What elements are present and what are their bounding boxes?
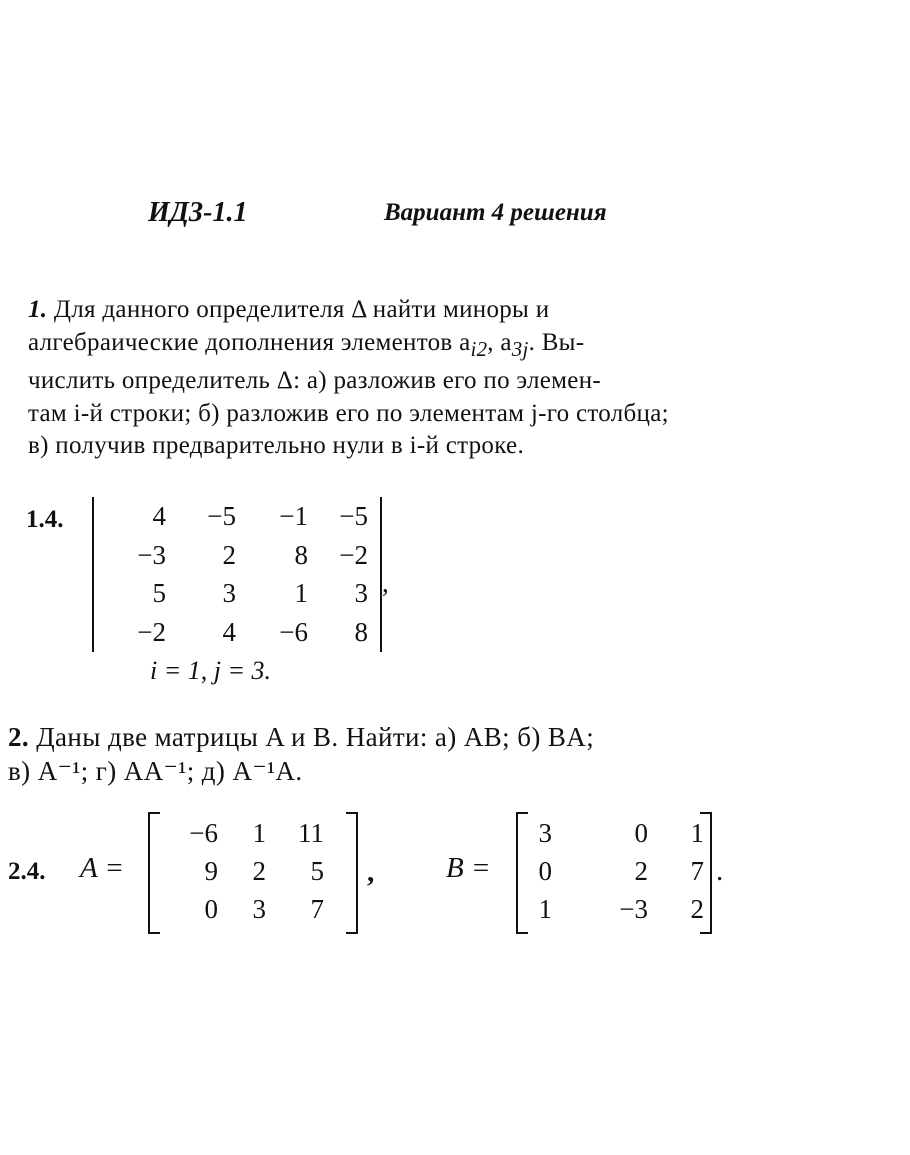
task1-number: 1. bbox=[28, 296, 48, 323]
task1-line-2: алгебраические дополнения элементов $a_{i2}$, $a_{3j}$. Вы- bbox=[28, 328, 585, 361]
task1-line-5: в) получив предварительно нули в i-й строке. bbox=[28, 432, 524, 459]
matrix-b-equals: B = bbox=[446, 852, 491, 884]
matrix-b-right-bracket bbox=[700, 812, 712, 934]
matrix-a-comma: , bbox=[367, 856, 375, 888]
determinant-cell: 3 bbox=[222, 578, 236, 608]
matrix-a-cell: 3 bbox=[252, 894, 266, 924]
matrix-a-cell: −6 bbox=[189, 818, 218, 848]
index-condition: i = 1, j = 3. bbox=[150, 656, 272, 685]
subscript-i2: i2 bbox=[470, 336, 488, 361]
determinant-cell: 4 bbox=[222, 616, 236, 647]
task1-line-3: числить определитель Δ: а) разложив его по элемен- bbox=[28, 367, 601, 394]
determinant-grid bbox=[108, 497, 368, 651]
task2-4-label: 2.4. bbox=[8, 858, 46, 885]
task1-4-label: 1.4. bbox=[26, 506, 64, 533]
matrix-b-cell: 2 bbox=[634, 856, 648, 886]
matrix-b-period: . bbox=[716, 855, 724, 887]
matrix-a-cell: 0 bbox=[204, 894, 218, 924]
determinant-cell: −3 bbox=[137, 539, 166, 570]
determinant-cell: 5 bbox=[152, 578, 166, 608]
task2-number: 2. bbox=[8, 722, 30, 752]
matrix-a-grid bbox=[162, 814, 324, 928]
determinant-cell: 3 bbox=[354, 578, 368, 608]
task2-text bbox=[8, 720, 878, 788]
matrix-a-equals: A = bbox=[80, 852, 125, 884]
determinant-cell: 8 bbox=[354, 616, 368, 647]
task1-text bbox=[28, 294, 826, 463]
matrix-b-grid bbox=[520, 814, 704, 928]
determinant-comma: , bbox=[382, 568, 389, 598]
matrix-b-cell: −3 bbox=[619, 894, 648, 924]
determinant-cell: −5 bbox=[339, 501, 368, 531]
matrix-a-cell: 9 bbox=[204, 856, 218, 886]
matrix-a-cell: 7 bbox=[310, 894, 324, 924]
header-code: ИДЗ-1.1 bbox=[148, 197, 248, 228]
matrix-a-left-bracket bbox=[148, 812, 160, 934]
matrix-a-cell: 1 bbox=[252, 818, 266, 848]
matrix-a-cell: 5 bbox=[310, 856, 324, 886]
determinant-cell: 2 bbox=[222, 539, 236, 570]
matrix-b-cell: 7 bbox=[690, 856, 704, 886]
determinant-cell: −5 bbox=[207, 501, 236, 531]
determinant-cell: −2 bbox=[137, 616, 166, 647]
task2-line-1: 2. Даны две матрицы A и B. Найти: а) AB; б) BA; bbox=[8, 722, 595, 752]
determinant-cell: 4 bbox=[152, 501, 166, 531]
header-variant: Вариант 4 решения bbox=[384, 199, 607, 226]
task1-line-1: 1. Для данного определителя Δ найти миноры и bbox=[28, 296, 550, 323]
matrix-b-cell: 0 bbox=[538, 856, 552, 886]
matrix-b-cell: 3 bbox=[538, 818, 552, 848]
matrix-a-cell: 2 bbox=[252, 856, 266, 886]
task2-line-2: в) A⁻¹; г) AA⁻¹; д) A⁻¹A. bbox=[8, 756, 303, 786]
matrix-a-cell: 11 bbox=[298, 818, 324, 848]
matrix-b-cell: 1 bbox=[538, 894, 552, 924]
matrix-a-right-bracket bbox=[346, 812, 358, 934]
determinant bbox=[92, 497, 382, 652]
determinant-cell: −6 bbox=[279, 616, 308, 647]
determinant-cell: −2 bbox=[339, 539, 368, 570]
matrix-b-cell: 2 bbox=[690, 894, 704, 924]
subscript-3j: 3j bbox=[511, 336, 529, 361]
matrix-b-cell: 1 bbox=[690, 818, 704, 848]
determinant-cell: −1 bbox=[279, 501, 308, 531]
determinant-cell: 1 bbox=[294, 578, 308, 608]
task1-line-4: там i-й строки; б) разложив его по элементам j-го столбца; bbox=[28, 399, 669, 427]
matrix-b-cell: 0 bbox=[634, 818, 648, 848]
determinant-cell: 8 bbox=[294, 539, 308, 570]
